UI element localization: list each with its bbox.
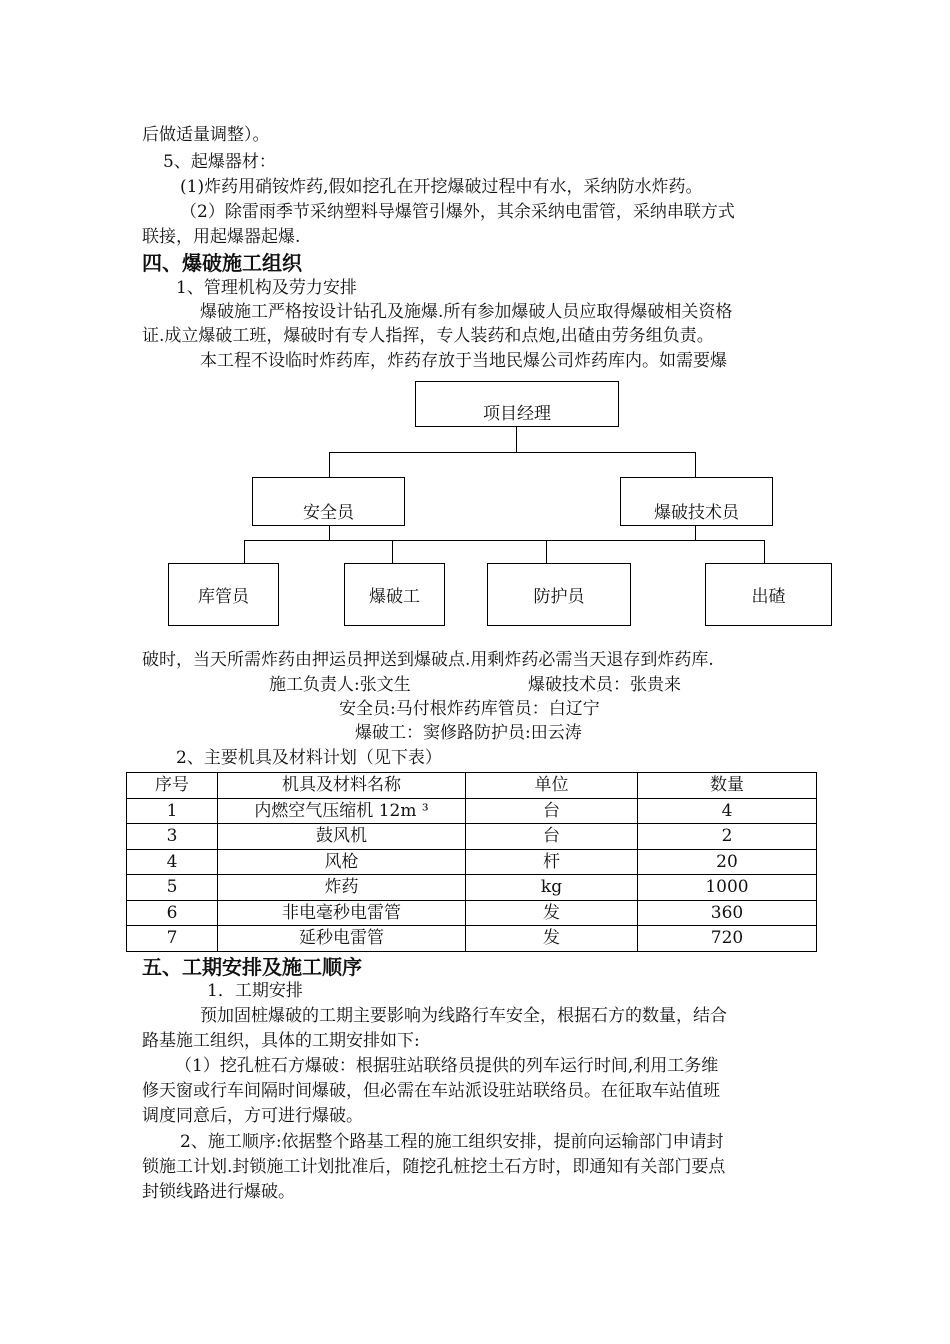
table-cell: 4 bbox=[127, 849, 218, 875]
table-cell: 360 bbox=[638, 900, 817, 926]
section-heading: 四、爆破施工组织 bbox=[142, 251, 302, 275]
org-node-root bbox=[415, 381, 619, 427]
paragraph-line: 预加固桩爆破的工期主要影响为线路行车安全，根据石方的数量，结合 bbox=[200, 1006, 727, 1026]
paragraph-line: 证.成立爆破工班，爆破时有专人指挥，专人装药和点炮,出碴由劳务组负责。 bbox=[142, 326, 714, 346]
connector-line bbox=[329, 452, 330, 477]
table-row bbox=[127, 798, 817, 824]
table-header: 单位 bbox=[466, 773, 638, 799]
table-cell: 发 bbox=[466, 900, 638, 926]
table-row bbox=[127, 926, 817, 952]
table-cell: 台 bbox=[466, 798, 638, 824]
table-row bbox=[127, 849, 817, 875]
table-cell: 炸药 bbox=[218, 875, 466, 901]
org-node-guard bbox=[487, 563, 631, 626]
table-cell: 4 bbox=[638, 798, 817, 824]
table-cell: 鼓风机 bbox=[218, 824, 466, 850]
table-cell: 杆 bbox=[466, 849, 638, 875]
subheading: 1．工期安排 bbox=[207, 981, 303, 1001]
paragraph-line: 调度同意后，方可进行爆破。 bbox=[142, 1106, 363, 1126]
table-cell: 内燃空气压缩机 12m ³ bbox=[218, 798, 466, 824]
table-cell: 6 bbox=[127, 900, 218, 926]
paragraph-line: 本工程不设临时炸药库，炸药存放于当地民爆公司炸药库内。如需要爆 bbox=[200, 351, 727, 371]
org-node-blast-tech bbox=[620, 477, 773, 526]
table-cell: 3 bbox=[127, 824, 218, 850]
paragraph-line: 联接，用起爆器起爆. bbox=[142, 227, 301, 247]
table-header: 数量 bbox=[638, 773, 817, 799]
staff-line: 爆破工：窦修路防护员:田云涛 bbox=[355, 723, 582, 743]
connector-line bbox=[695, 452, 696, 477]
paragraph-line: 封锁线路进行爆破。 bbox=[142, 1182, 295, 1202]
paragraph-line: （1）挖孔桩石方爆破：根据驻站联络员提供的列车运行时间,利用工务维 bbox=[175, 1056, 719, 1076]
org-node-safety bbox=[252, 477, 405, 526]
org-node-label: 项目经理 bbox=[483, 404, 551, 424]
table-cell: 台 bbox=[466, 824, 638, 850]
staff-line: 安全员:马付根炸药库管员：白辽宁 bbox=[339, 699, 600, 719]
org-node-blaster bbox=[344, 563, 445, 626]
table-cell: kg bbox=[466, 875, 638, 901]
org-node-muck bbox=[705, 563, 832, 626]
table-row bbox=[127, 875, 817, 901]
table-cell: 20 bbox=[638, 849, 817, 875]
table-cell: 非电毫秒电雷管 bbox=[218, 900, 466, 926]
paragraph-line: （2）除雷雨季节采纳塑料导爆管引爆外，其余采纳电雷管，采纳串联方式 bbox=[180, 202, 735, 222]
table-cell: 7 bbox=[127, 926, 218, 952]
connector-line bbox=[244, 540, 245, 563]
list-heading: 5、起爆器材： bbox=[163, 152, 276, 172]
section-heading: 五、工期安排及施工顺序 bbox=[142, 955, 362, 979]
table-row bbox=[127, 824, 817, 850]
table-cell: 延秒电雷管 bbox=[218, 926, 466, 952]
connector-line bbox=[546, 540, 547, 563]
table-cell: 720 bbox=[638, 926, 817, 952]
paragraph-line: 2、施工顺序:依据整个路基工程的施工组织安排，提前向运输部门申请封 bbox=[180, 1132, 724, 1152]
org-node-label: 安全员 bbox=[303, 503, 354, 523]
paragraph-line: (1)炸药用硝铵炸药,假如挖孔在开挖爆破过程中有水，采纳防水炸药。 bbox=[180, 177, 703, 197]
paragraph-line: 爆破施工严格按设计钻孔及施爆.所有参加爆破人员应取得爆破相关资格 bbox=[200, 302, 733, 322]
table-header: 机具及材料名称 bbox=[218, 773, 466, 799]
table-cell: 发 bbox=[466, 926, 638, 952]
table-cell: 5 bbox=[127, 875, 218, 901]
connector-line bbox=[329, 526, 330, 540]
table-cell: 风枪 bbox=[218, 849, 466, 875]
org-node-label: 爆破工 bbox=[369, 587, 420, 607]
table-cell: 2 bbox=[638, 824, 817, 850]
paragraph-line: 修天窗或行车间隔时间爆破，但必需在车站派设驻站联络员。在征取车站值班 bbox=[142, 1081, 720, 1101]
materials-table bbox=[126, 772, 817, 952]
subheading: 2、主要机具及材料计划（见下表） bbox=[176, 748, 442, 768]
paragraph-line: 破时，当天所需炸药由押运员押送到爆破点.用剩炸药必需当天退存到炸药库. bbox=[142, 650, 714, 670]
connector-line bbox=[329, 452, 696, 453]
staff-line: 施工负责人:张文生 bbox=[269, 675, 411, 695]
org-node-storekeeper bbox=[168, 563, 279, 626]
org-node-label: 出碴 bbox=[751, 587, 786, 607]
connector-line bbox=[244, 540, 765, 541]
table-cell: 1000 bbox=[638, 875, 817, 901]
connector-line bbox=[764, 540, 765, 563]
table-header: 序号 bbox=[127, 773, 218, 799]
org-node-label: 爆破技术员 bbox=[654, 503, 739, 523]
org-node-label: 防护员 bbox=[533, 587, 585, 607]
table-row bbox=[127, 900, 817, 926]
connector-line bbox=[516, 427, 517, 452]
paragraph-line: 路基施工组织，具体的工期安排如下: bbox=[142, 1031, 420, 1051]
table-cell: 1 bbox=[127, 798, 218, 824]
table-header-row bbox=[127, 773, 817, 799]
staff-line: 爆破技术员：张贵来 bbox=[528, 675, 681, 695]
connector-line bbox=[695, 526, 696, 540]
org-node-label: 库管员 bbox=[198, 587, 249, 607]
paragraph-line: 后做适量调整）。 bbox=[142, 125, 270, 145]
paragraph-line: 锁施工计划.封锁施工计划批准后，随挖孔桩挖土石方时，即通知有关部门要点 bbox=[142, 1157, 726, 1177]
subheading: 1、管理机构及劳力安排 bbox=[176, 278, 357, 298]
connector-line bbox=[392, 540, 393, 563]
